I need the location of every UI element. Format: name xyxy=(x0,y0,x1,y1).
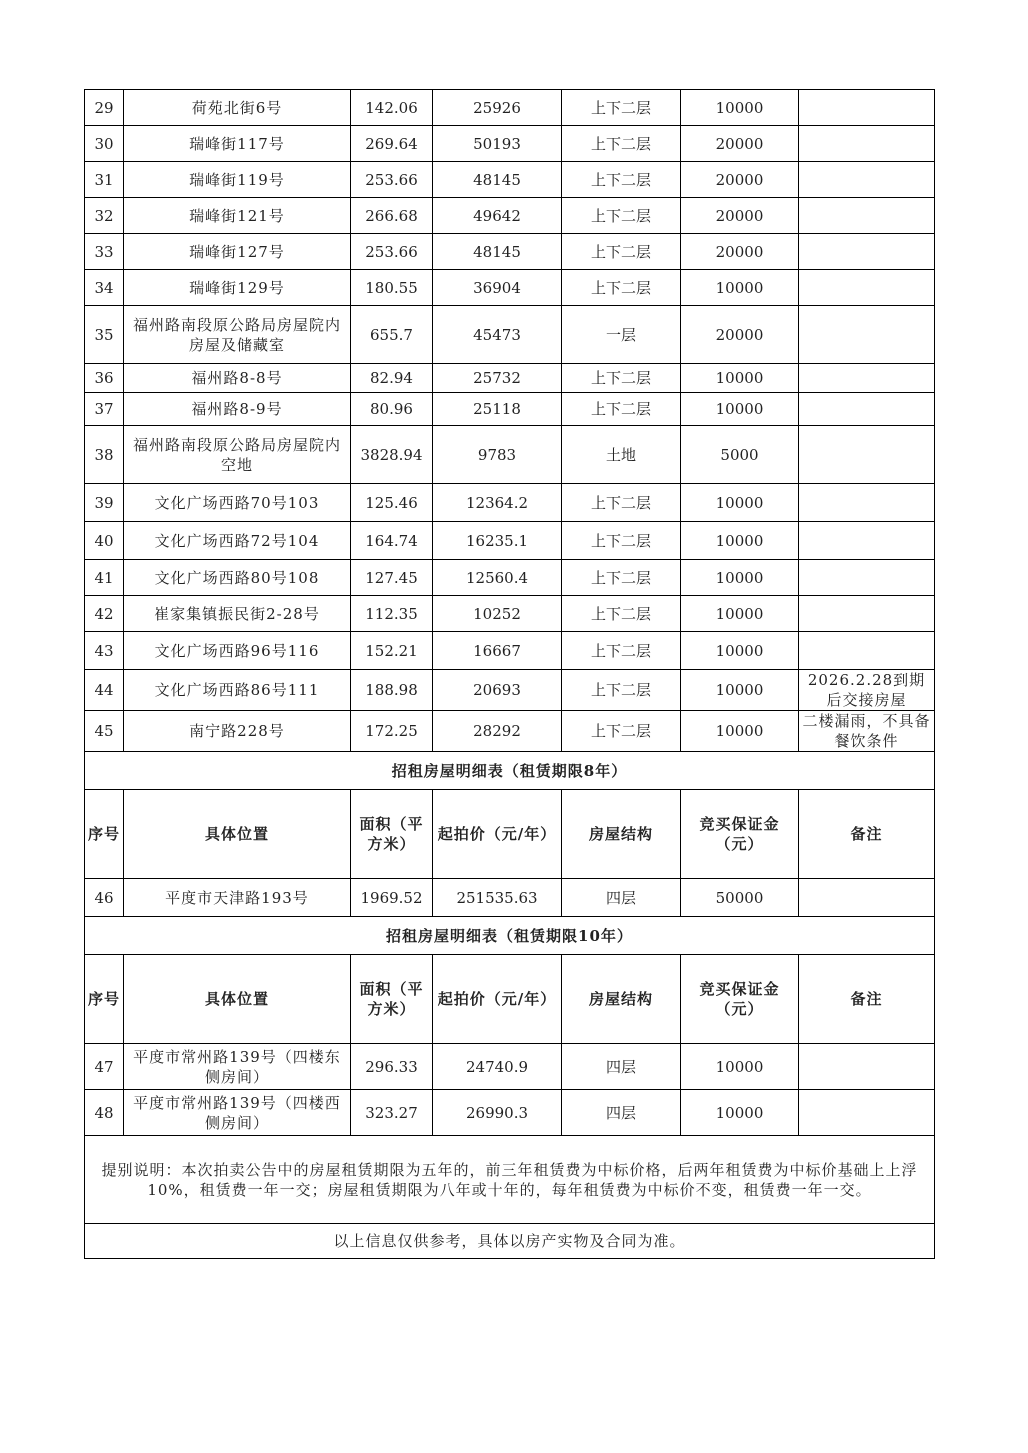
row-structure: 上下二层 xyxy=(562,484,681,522)
row-structure: 上下二层 xyxy=(562,270,681,306)
row-area: 3828.94 xyxy=(351,426,433,484)
table-row xyxy=(85,632,935,670)
row-structure: 上下二层 xyxy=(562,393,681,426)
row-number: 33 xyxy=(85,234,124,270)
row-structure: 四层 xyxy=(562,1044,681,1090)
row-area: 655.7 xyxy=(351,306,433,364)
row-deposit: 10000 xyxy=(681,1090,799,1136)
row-area: 1969.52 xyxy=(351,879,433,917)
footer-row xyxy=(85,1224,935,1259)
row-price: 50193 xyxy=(433,126,562,162)
row-price: 12560.4 xyxy=(433,560,562,596)
row-structure: 上下二层 xyxy=(562,198,681,234)
row-deposit: 10000 xyxy=(681,1044,799,1090)
row-deposit: 10000 xyxy=(681,270,799,306)
table-row xyxy=(85,522,935,560)
row-structure: 上下二层 xyxy=(562,670,681,711)
row-structure: 上下二层 xyxy=(562,522,681,560)
row-number: 44 xyxy=(85,670,124,711)
header-area: 面积（平方米） xyxy=(351,955,433,1044)
row-area: 296.33 xyxy=(351,1044,433,1090)
row-price: 25118 xyxy=(433,393,562,426)
header-deposit: 竞买保证金（元） xyxy=(681,955,799,1044)
table-row xyxy=(85,596,935,632)
row-note xyxy=(799,198,935,234)
row-structure: 土地 xyxy=(562,426,681,484)
row-price: 48145 xyxy=(433,234,562,270)
row-price: 12364.2 xyxy=(433,484,562,522)
header-number: 序号 xyxy=(85,955,124,1044)
row-price: 20693 xyxy=(433,670,562,711)
row-note xyxy=(799,1090,935,1136)
table-row xyxy=(85,90,935,126)
row-deposit: 10000 xyxy=(681,632,799,670)
header-note: 备注 xyxy=(799,955,935,1044)
row-number: 34 xyxy=(85,270,124,306)
row-location: 平度市常州路139号（四楼东侧房间） xyxy=(124,1044,351,1090)
row-deposit: 20000 xyxy=(681,306,799,364)
row-location: 福州路南段原公路局房屋院内房屋及储藏室 xyxy=(124,306,351,364)
row-price: 25926 xyxy=(433,90,562,126)
header-price: 起拍价（元/年） xyxy=(433,955,562,1044)
row-price: 28292 xyxy=(433,711,562,752)
row-location: 文化广场西路72号104 xyxy=(124,522,351,560)
row-structure: 上下二层 xyxy=(562,560,681,596)
table-row xyxy=(85,711,935,752)
section-title-row xyxy=(85,752,935,790)
row-location: 瑞峰街127号 xyxy=(124,234,351,270)
table-row xyxy=(85,162,935,198)
row-deposit: 20000 xyxy=(681,162,799,198)
row-note xyxy=(799,393,935,426)
row-location: 瑞峰街121号 xyxy=(124,198,351,234)
row-deposit: 10000 xyxy=(681,364,799,393)
row-number: 35 xyxy=(85,306,124,364)
row-number: 46 xyxy=(85,879,124,917)
row-deposit: 10000 xyxy=(681,522,799,560)
row-number: 47 xyxy=(85,1044,124,1090)
row-area: 269.64 xyxy=(351,126,433,162)
row-number: 30 xyxy=(85,126,124,162)
row-number: 36 xyxy=(85,364,124,393)
row-deposit: 10000 xyxy=(681,484,799,522)
header-structure: 房屋结构 xyxy=(562,955,681,1044)
table-row xyxy=(85,126,935,162)
table-row xyxy=(85,1044,935,1090)
row-number: 42 xyxy=(85,596,124,632)
row-location: 福州路8-8号 xyxy=(124,364,351,393)
row-note xyxy=(799,364,935,393)
row-location: 福州路南段原公路局房屋院内空地 xyxy=(124,426,351,484)
row-location: 文化广场西路96号116 xyxy=(124,632,351,670)
row-area: 142.06 xyxy=(351,90,433,126)
row-number: 48 xyxy=(85,1090,124,1136)
remark-row xyxy=(85,1136,935,1224)
row-structure: 上下二层 xyxy=(562,234,681,270)
row-note xyxy=(799,632,935,670)
row-price: 16235.1 xyxy=(433,522,562,560)
section-title-row xyxy=(85,917,935,955)
row-location: 瑞峰街117号 xyxy=(124,126,351,162)
row-number: 32 xyxy=(85,198,124,234)
row-location: 瑞峰街129号 xyxy=(124,270,351,306)
row-area: 127.45 xyxy=(351,560,433,596)
row-deposit: 50000 xyxy=(681,879,799,917)
row-price: 16667 xyxy=(433,632,562,670)
row-area: 164.74 xyxy=(351,522,433,560)
row-location: 平度市常州路139号（四楼西侧房间） xyxy=(124,1090,351,1136)
header-structure: 房屋结构 xyxy=(562,790,681,879)
row-note xyxy=(799,306,935,364)
section-title-8-years: 招租房屋明细表（租赁期限8年） xyxy=(85,752,935,790)
header-note: 备注 xyxy=(799,790,935,879)
row-note xyxy=(799,484,935,522)
header-number: 序号 xyxy=(85,790,124,879)
row-note xyxy=(799,522,935,560)
row-note xyxy=(799,126,935,162)
row-price: 48145 xyxy=(433,162,562,198)
row-location: 荷苑北街6号 xyxy=(124,90,351,126)
row-deposit: 20000 xyxy=(681,234,799,270)
row-area: 266.68 xyxy=(351,198,433,234)
row-number: 31 xyxy=(85,162,124,198)
row-area: 172.25 xyxy=(351,711,433,752)
row-structure: 上下二层 xyxy=(562,126,681,162)
table-row xyxy=(85,270,935,306)
row-area: 152.21 xyxy=(351,632,433,670)
row-note xyxy=(799,234,935,270)
table-row xyxy=(85,879,935,917)
row-location: 文化广场西路70号103 xyxy=(124,484,351,522)
row-location: 崔家集镇振民街2-28号 xyxy=(124,596,351,632)
row-location: 平度市天津路193号 xyxy=(124,879,351,917)
row-price: 251535.63 xyxy=(433,879,562,917)
row-number: 40 xyxy=(85,522,124,560)
table-row xyxy=(85,560,935,596)
row-deposit: 10000 xyxy=(681,90,799,126)
header-deposit: 竞买保证金（元） xyxy=(681,790,799,879)
row-price: 24740.9 xyxy=(433,1044,562,1090)
row-price: 45473 xyxy=(433,306,562,364)
row-note: 2026.2.28到期后交接房屋 xyxy=(799,670,935,711)
row-number: 43 xyxy=(85,632,124,670)
table-row xyxy=(85,426,935,484)
row-note xyxy=(799,426,935,484)
row-number: 37 xyxy=(85,393,124,426)
header-price: 起拍价（元/年） xyxy=(433,790,562,879)
row-area: 188.98 xyxy=(351,670,433,711)
row-note xyxy=(799,270,935,306)
row-price: 9783 xyxy=(433,426,562,484)
table-row xyxy=(85,1090,935,1136)
row-number: 39 xyxy=(85,484,124,522)
table-row xyxy=(85,198,935,234)
row-number: 38 xyxy=(85,426,124,484)
row-number: 29 xyxy=(85,90,124,126)
header-location: 具体位置 xyxy=(124,955,351,1044)
row-structure: 上下二层 xyxy=(562,596,681,632)
row-note xyxy=(799,90,935,126)
row-deposit: 10000 xyxy=(681,560,799,596)
row-location: 瑞峰街119号 xyxy=(124,162,351,198)
row-area: 180.55 xyxy=(351,270,433,306)
table-row xyxy=(85,393,935,426)
row-area: 253.66 xyxy=(351,162,433,198)
row-area: 80.96 xyxy=(351,393,433,426)
row-note xyxy=(799,1044,935,1090)
row-price: 25732 xyxy=(433,364,562,393)
section-title-10-years: 招租房屋明细表（租赁期限10年） xyxy=(85,917,935,955)
row-area: 125.46 xyxy=(351,484,433,522)
row-deposit: 20000 xyxy=(681,198,799,234)
table-row xyxy=(85,306,935,364)
special-remark: 提别说明：本次拍卖公告中的房屋租赁期限为五年的，前三年租赁费为中标价格，后两年租赁费为中标价基础上上浮10%，租赁费一年一交；房屋租赁期限为八年或十年的，每年租赁费为中标价不变，租赁费一年一交。 xyxy=(85,1136,935,1224)
row-price: 10252 xyxy=(433,596,562,632)
table-row xyxy=(85,484,935,522)
row-deposit: 10000 xyxy=(681,670,799,711)
row-structure: 上下二层 xyxy=(562,90,681,126)
row-number: 41 xyxy=(85,560,124,596)
row-area: 82.94 xyxy=(351,364,433,393)
table-row xyxy=(85,234,935,270)
row-number: 45 xyxy=(85,711,124,752)
row-structure: 上下二层 xyxy=(562,364,681,393)
row-deposit: 10000 xyxy=(681,393,799,426)
row-structure: 一层 xyxy=(562,306,681,364)
table-header-row xyxy=(85,790,935,879)
rental-listing-table xyxy=(84,89,935,1259)
row-structure: 四层 xyxy=(562,1090,681,1136)
row-location: 文化广场西路86号111 xyxy=(124,670,351,711)
row-note xyxy=(799,879,935,917)
table-row xyxy=(85,364,935,393)
row-deposit: 10000 xyxy=(681,596,799,632)
row-location: 文化广场西路80号108 xyxy=(124,560,351,596)
row-note xyxy=(799,162,935,198)
row-location: 南宁路228号 xyxy=(124,711,351,752)
header-area: 面积（平方米） xyxy=(351,790,433,879)
row-note xyxy=(799,560,935,596)
row-deposit: 5000 xyxy=(681,426,799,484)
row-area: 112.35 xyxy=(351,596,433,632)
row-deposit: 20000 xyxy=(681,126,799,162)
header-location: 具体位置 xyxy=(124,790,351,879)
row-price: 36904 xyxy=(433,270,562,306)
row-deposit: 10000 xyxy=(681,711,799,752)
table-header-row xyxy=(85,955,935,1044)
row-structure: 上下二层 xyxy=(562,162,681,198)
row-structure: 上下二层 xyxy=(562,711,681,752)
row-area: 323.27 xyxy=(351,1090,433,1136)
table-row xyxy=(85,670,935,711)
row-price: 49642 xyxy=(433,198,562,234)
row-price: 26990.3 xyxy=(433,1090,562,1136)
row-location: 福州路8-9号 xyxy=(124,393,351,426)
row-note xyxy=(799,596,935,632)
row-structure: 上下二层 xyxy=(562,632,681,670)
row-area: 253.66 xyxy=(351,234,433,270)
row-structure: 四层 xyxy=(562,879,681,917)
footer-disclaimer: 以上信息仅供参考，具体以房产实物及合同为准。 xyxy=(85,1224,935,1259)
row-note: 二楼漏雨，不具备餐饮条件 xyxy=(799,711,935,752)
